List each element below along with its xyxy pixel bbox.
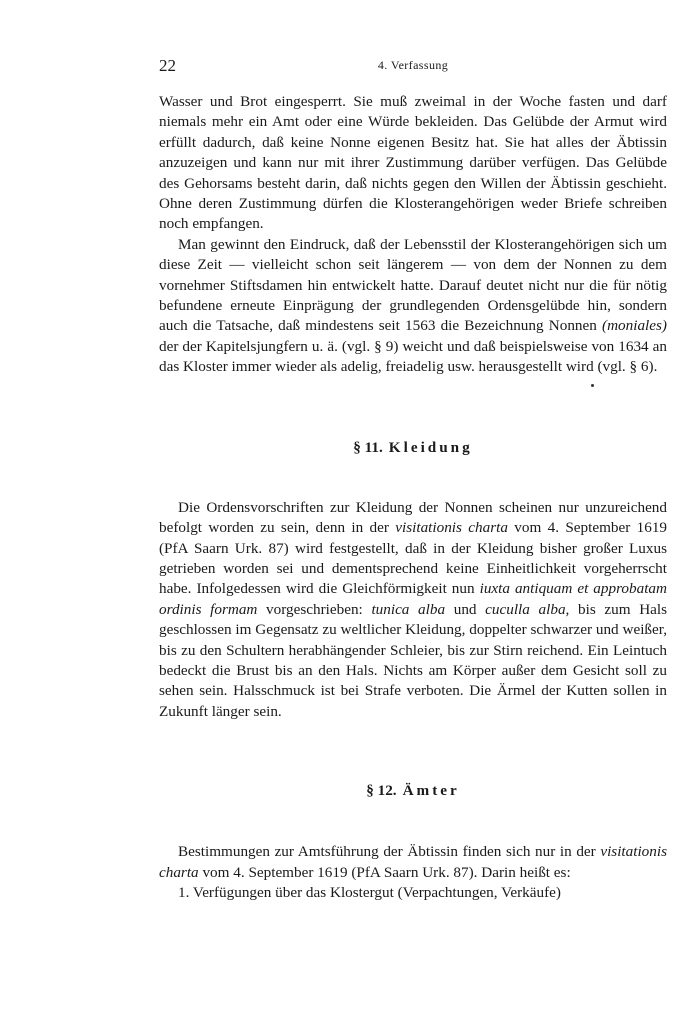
section-heading-kleidung bbox=[159, 439, 667, 457]
section-title: Ämter bbox=[402, 782, 460, 800]
paragraph-lifestyle: Man gewinnt den Eindruck, daß der Lebensstil der Klosterangehörigen sich um diese Zeit — vielleicht schon seit längerem — von dem der Nonnen zu dem vornehmer Stiftsdamen hin entwickelt hatte. Darauf deutet nicht nur die für nötig befundene erneute Einprägung der grundlegenden Ordensgelübde hin, sondern auch die Tatsache, daß mindestens seit 1563 die Bezeichnung Nonnen (moniales) der der Kapitelsjungfern u. ä. (vgl. § 9) weicht und daß beispielsweise von 1634 an das Kloster immer wieder als adelig, freiadelig usw. herausgestellt wird (vgl. § 6). bbox=[159, 235, 667, 376]
paragraph-aemter: Bestimmungen zur Amtsführung der Äbtissin finden sich nur in der visitationis charta vom 4. September 1619 (PfA Saarn Urk. 87). Darin heißt es: bbox=[159, 843, 667, 881]
section-heading-aemter bbox=[159, 782, 667, 800]
list-item-1: 1. Verfügungen über das Klostergut (Verpachtungen, Verkäufe) bbox=[178, 883, 561, 901]
page-header bbox=[159, 56, 667, 82]
section-title: Kleidung bbox=[388, 438, 473, 456]
running-head: 4. Verfassung bbox=[377, 58, 449, 72]
stray-dot bbox=[591, 384, 594, 387]
section-number: § 11. bbox=[353, 438, 383, 456]
paragraph-kleidung: Die Ordensvorschriften zur Kleidung der Nonnen scheinen nur unzureichend befolgt worden zu sein, denn in der visitationis charta vom 4. September 1619 (PfA Saarn Urk. 87) wird festgestellt, daß in der Kleidung bisher großer Luxus getrieben worden sei und dementsprechend keine Einheitlichkeit vorgeherrscht habe. Infolgedessen wird die Gleichförmigkeit nun iuxta antiquam et approbatam ordinis formam vorgeschrieben: tunica alba und cuculla alba, bis zum Hals geschlossen im Gegensatz zu weltlicher Kleidung, doppelter schwarzer und weißer, bis zu den Schultern herabhängender Schleier, bis zur Stirn reichend. Ein Leintuch bedeckt die Brust bis an den Hals. Nichts am Körper außer dem Gesicht soll zu sehen sein. Halsschmuck ist bei Strafe verboten. Die Ärmel der Kutten sollen in Zukunft länger sein. bbox=[159, 498, 668, 720]
book-page bbox=[159, 56, 667, 903]
page-number: 22 bbox=[159, 56, 176, 75]
section-number: § 12. bbox=[366, 782, 397, 800]
paragraph-continuation: Wasser und Brot eingesperrt. Sie muß zweimal in der Woche fasten und darf niemals mehr ein Amt oder eine Würde bekleiden. Das Gelübde der Armut wird erfüllt dadurch, daß keine Nonne eigenen Besitz hat. Sie hat alles der Äbtissin anzuzeigen und kann nur mit ihrer Zustimmung darüber verfügen. Das Gelübde des Gehorsams besteht darin, daß nichts gegen den Willen der Äbtissin geschieht. Ohne deren Zustimmung dürfen die Klosterangehörigen weder Briefe schreiben noch empfangen. bbox=[159, 93, 667, 233]
